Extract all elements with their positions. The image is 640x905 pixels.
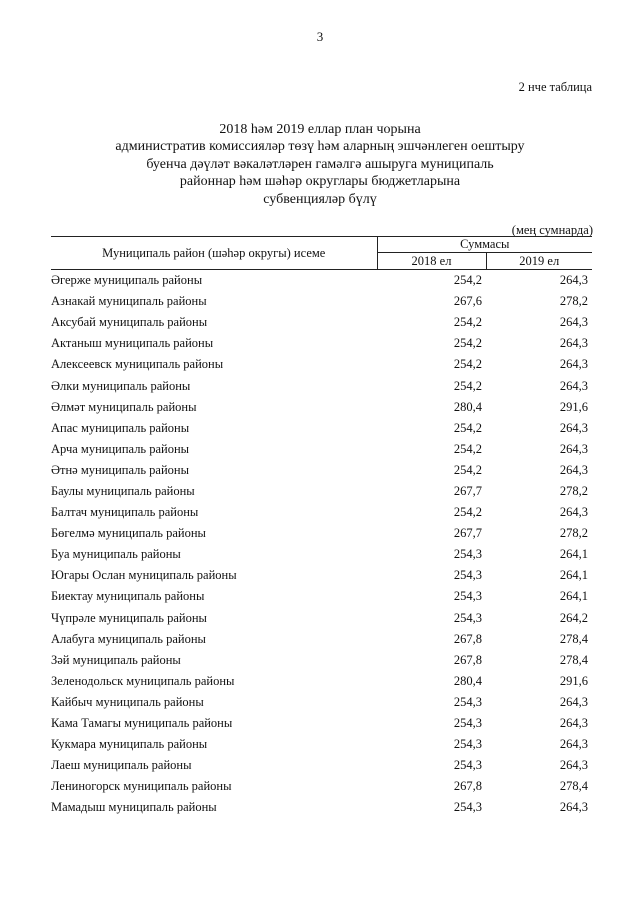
table-row xyxy=(51,692,592,713)
row-name-cell: Кайбыч муниципаль районы xyxy=(51,694,204,709)
row-value-2018: 254,2 xyxy=(453,462,482,477)
row-name-cell: Әлмәт муниципаль районы xyxy=(51,399,197,414)
row-value-2019: 264,1 xyxy=(559,589,588,604)
row-name-cell: Лаеш муниципаль районы xyxy=(51,758,192,773)
row-value-2019: 278,2 xyxy=(559,294,588,309)
row-value-2019: 278,2 xyxy=(559,483,588,498)
row-value-2018: 254,3 xyxy=(453,800,482,815)
title-line: 2018 һәм 2019 еллар план чорына xyxy=(219,122,421,137)
row-value-2019: 264,3 xyxy=(559,273,588,288)
row-value-2019: 278,4 xyxy=(559,652,588,667)
row-name-cell: Кама Тамагы муниципаль районы xyxy=(51,716,233,731)
row-value-2018: 254,3 xyxy=(453,568,482,583)
row-name-cell: Мамадыш муниципаль районы xyxy=(51,800,217,815)
row-name-cell: Азнакай муниципаль районы xyxy=(51,294,207,309)
row-value-2019: 264,3 xyxy=(559,505,588,520)
row-value-2019: 264,1 xyxy=(559,568,588,583)
row-name-cell: Кукмара муниципаль районы xyxy=(51,737,208,752)
row-name-cell: Әтнә муниципаль районы xyxy=(51,462,190,477)
row-value-2018: 267,6 xyxy=(453,294,482,309)
title-line: субвенцияләр бүлү xyxy=(263,191,377,207)
column-header-2018: 2018 ел xyxy=(377,253,486,270)
row-value-2018: 267,8 xyxy=(453,631,482,646)
table-row xyxy=(51,734,592,755)
column-header-2019: 2019 ел xyxy=(486,253,592,270)
row-name-cell: Зәй муниципаль районы xyxy=(51,652,181,667)
table-label: 2 нче таблица xyxy=(518,80,592,94)
row-value-2019: 264,3 xyxy=(559,315,588,330)
units-note: (мең сумнарда) xyxy=(511,223,593,237)
row-value-2019: 264,3 xyxy=(559,441,588,456)
row-value-2018: 254,2 xyxy=(453,315,482,330)
row-name-cell: Зеленодольск муниципаль районы xyxy=(51,673,235,688)
document-title xyxy=(0,121,640,208)
row-name-cell: Алексеевск муниципаль районы xyxy=(51,357,224,372)
row-value-2018: 267,7 xyxy=(453,526,482,541)
table-row xyxy=(51,502,592,523)
row-name-cell: Буа муниципаль районы xyxy=(51,547,181,562)
row-value-2018: 254,3 xyxy=(453,589,482,604)
row-name-cell: Алабуга муниципаль районы xyxy=(51,631,206,646)
table-row xyxy=(51,523,592,544)
row-value-2019: 264,3 xyxy=(559,694,588,709)
table-row xyxy=(51,650,592,671)
table-row xyxy=(51,291,592,312)
row-value-2019: 264,2 xyxy=(559,610,588,625)
row-value-2018: 254,2 xyxy=(453,273,482,288)
column-header-name: Муниципаль район (шәһәр округы) исеме xyxy=(51,237,377,270)
row-value-2019: 264,1 xyxy=(559,547,588,562)
row-value-2018: 280,4 xyxy=(453,673,482,688)
row-value-2019: 291,6 xyxy=(559,399,588,414)
row-value-2019: 264,3 xyxy=(559,800,588,815)
table-row xyxy=(51,460,592,481)
row-name-cell: Бөгелмә муниципаль районы xyxy=(51,526,206,541)
table-row xyxy=(51,797,592,818)
row-value-2019: 264,3 xyxy=(559,758,588,773)
page-number: 3 xyxy=(316,29,324,44)
row-value-2019: 278,4 xyxy=(559,631,588,646)
row-name-cell: Актаныш муниципаль районы xyxy=(51,336,214,351)
row-name-cell: Баулы муниципаль районы xyxy=(51,483,195,498)
row-value-2019: 264,3 xyxy=(559,462,588,477)
row-value-2018: 280,4 xyxy=(453,399,482,414)
title-line: административ комиссияләр төзү һәм аларның эшчәнлеген оештыру xyxy=(115,139,525,155)
row-value-2018: 267,8 xyxy=(453,779,482,794)
row-name-cell: Чүпрәле муниципаль районы xyxy=(51,610,207,625)
row-value-2018: 254,3 xyxy=(453,610,482,625)
row-name-cell: Аксубай муниципаль районы xyxy=(51,315,208,330)
table-row xyxy=(51,565,592,586)
row-value-2019: 264,3 xyxy=(559,378,588,393)
title-line: районнар һәм шәһәр округлары бюджетларына xyxy=(179,174,461,190)
row-value-2019: 264,3 xyxy=(559,336,588,351)
table-row xyxy=(51,397,592,418)
row-name-cell: Балтач муниципаль районы xyxy=(51,505,199,520)
row-value-2018: 254,2 xyxy=(453,505,482,520)
row-value-2018: 254,3 xyxy=(453,758,482,773)
row-name-cell: Әлки муниципаль районы xyxy=(51,378,191,393)
row-name-cell: Арча муниципаль районы xyxy=(51,441,190,456)
row-name-cell: Әгерже муниципаль районы xyxy=(51,273,203,288)
row-name-cell: Апас муниципаль районы xyxy=(51,420,190,435)
row-name-cell: Биектау муниципаль районы xyxy=(51,589,205,604)
title-line: буенча дәүләт вәкаләтләрен гамәлгә ашыруга муниципаль xyxy=(146,156,494,172)
row-value-2018: 254,2 xyxy=(453,336,482,351)
table-row xyxy=(51,608,592,629)
row-value-2018: 254,3 xyxy=(453,547,482,562)
table-row xyxy=(51,755,592,776)
table-row xyxy=(51,333,592,354)
table-row xyxy=(51,713,592,734)
column-header-sum: Суммасы xyxy=(377,237,592,253)
row-value-2018: 254,2 xyxy=(453,378,482,393)
row-value-2019: 264,3 xyxy=(559,420,588,435)
row-value-2018: 254,2 xyxy=(453,441,482,456)
row-name-cell: Лениногорск муниципаль районы xyxy=(51,779,232,794)
row-value-2018: 254,3 xyxy=(453,716,482,731)
subvention-table xyxy=(51,236,592,818)
table-row xyxy=(51,586,592,607)
table-row xyxy=(51,629,592,650)
table-row xyxy=(51,418,592,439)
table-row xyxy=(51,671,592,692)
table-row xyxy=(51,354,592,375)
row-value-2018: 254,3 xyxy=(453,694,482,709)
table-row xyxy=(51,776,592,797)
table-row xyxy=(51,270,592,292)
row-value-2018: 267,8 xyxy=(453,652,482,667)
table-row xyxy=(51,312,592,333)
row-value-2019: 278,2 xyxy=(559,526,588,541)
row-value-2018: 267,7 xyxy=(453,483,482,498)
row-value-2019: 291,6 xyxy=(559,673,588,688)
table-row xyxy=(51,481,592,502)
row-value-2019: 264,3 xyxy=(559,716,588,731)
table-row xyxy=(51,544,592,565)
row-name-cell: Югары Ослан муниципаль районы xyxy=(51,568,237,583)
table-row xyxy=(51,375,592,396)
row-value-2019: 278,4 xyxy=(559,779,588,794)
table-row xyxy=(51,439,592,460)
row-value-2019: 264,3 xyxy=(559,357,588,372)
row-value-2018: 254,2 xyxy=(453,357,482,372)
row-value-2019: 264,3 xyxy=(559,737,588,752)
table-body xyxy=(51,270,592,819)
row-value-2018: 254,2 xyxy=(453,420,482,435)
row-value-2018: 254,3 xyxy=(453,737,482,752)
